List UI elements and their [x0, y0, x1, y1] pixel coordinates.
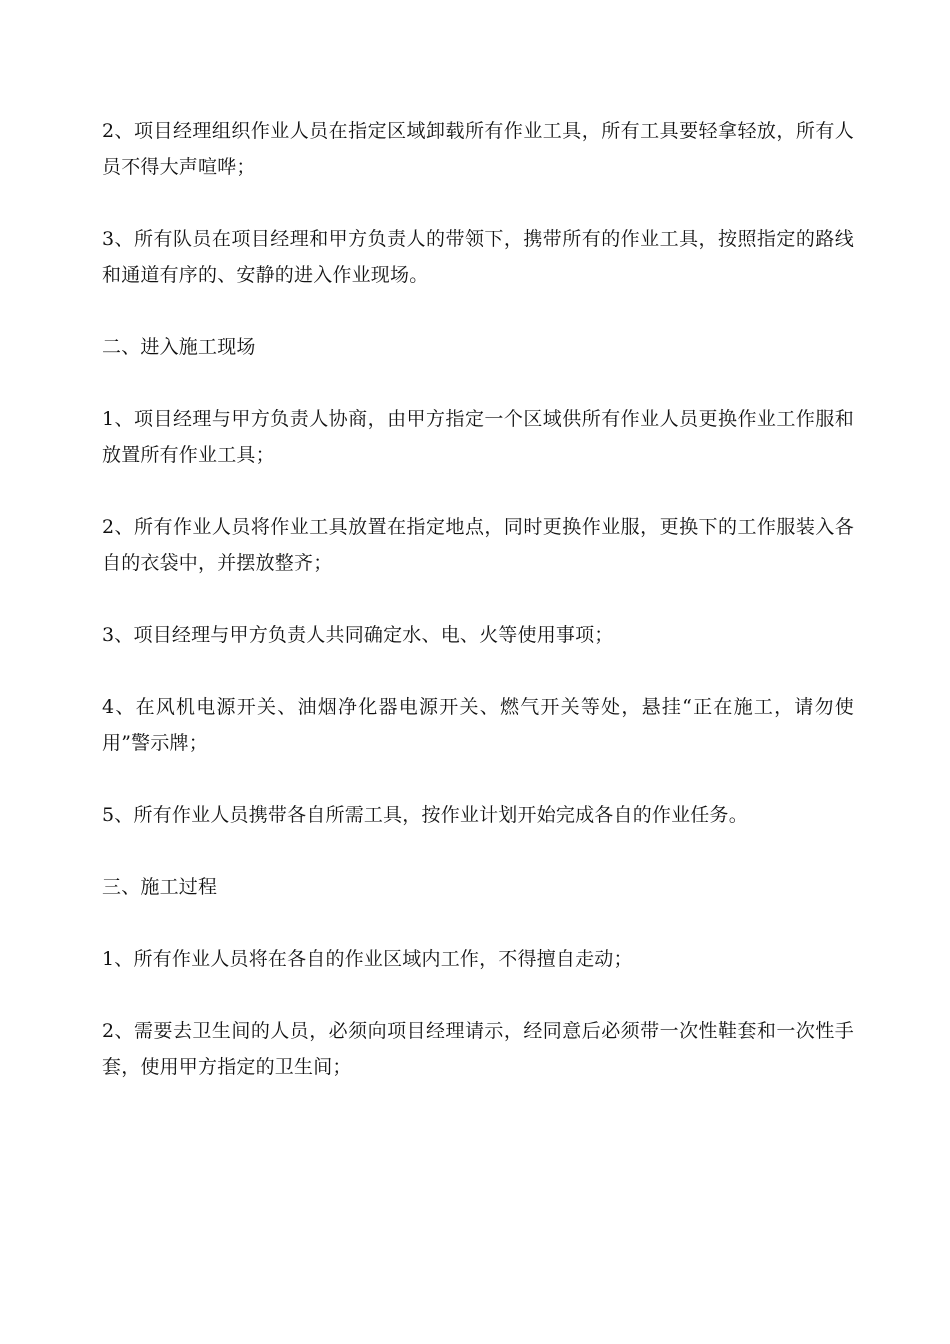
- section-heading-construction-process: 三、施工过程: [102, 876, 218, 898]
- paragraph-step-2-change-clothes: 2、所有作业人员将作业工具放置在指定地点，同时更换作业服，更换下的工作服装入各自的衣袋中，并摆放整齐；: [102, 516, 854, 574]
- paragraph-step-3-enter-site: 3、所有队员在项目经理和甲方负责人的带领下，携带所有的作业工具，按照指定的路线和通道有序的、安静的进入作业现场。: [102, 228, 854, 286]
- paragraph-step-1-stay-in-area: 1、所有作业人员将在各自的作业区域内工作，不得擅自走动；: [102, 948, 633, 970]
- paragraph-step-5-start-tasks: 5、所有作业人员携带各自所需工具，按作业计划开始完成各自的作业任务。: [102, 804, 748, 826]
- paragraph-step-2-restroom-rules: 2、需要去卫生间的人员，必须向项目经理请示，经同意后必须带一次性鞋套和一次性手套，使用甲方指定的卫生间；: [102, 1020, 854, 1078]
- paragraph-step-4-warning-signs: 4、在风机电源开关、油烟净化器电源开关、燃气开关等处，悬挂“正在施工，请勿使用”警示牌；: [102, 696, 854, 754]
- paragraph-step-2-unload-tools: 2、项目经理组织作业人员在指定区域卸载所有作业工具，所有工具要轻拿轻放，所有人员不得大声喧哗；: [102, 120, 854, 178]
- section-heading-enter-construction-site: 二、进入施工现场: [102, 336, 256, 358]
- paragraph-step-1-negotiate-area: 1、项目经理与甲方负责人协商，由甲方指定一个区域供所有作业人员更换作业工作服和放置所有作业工具；: [102, 408, 854, 466]
- paragraph-step-3-confirm-utilities: 3、项目经理与甲方负责人共同确定水、电、火等使用事项；: [102, 624, 614, 646]
